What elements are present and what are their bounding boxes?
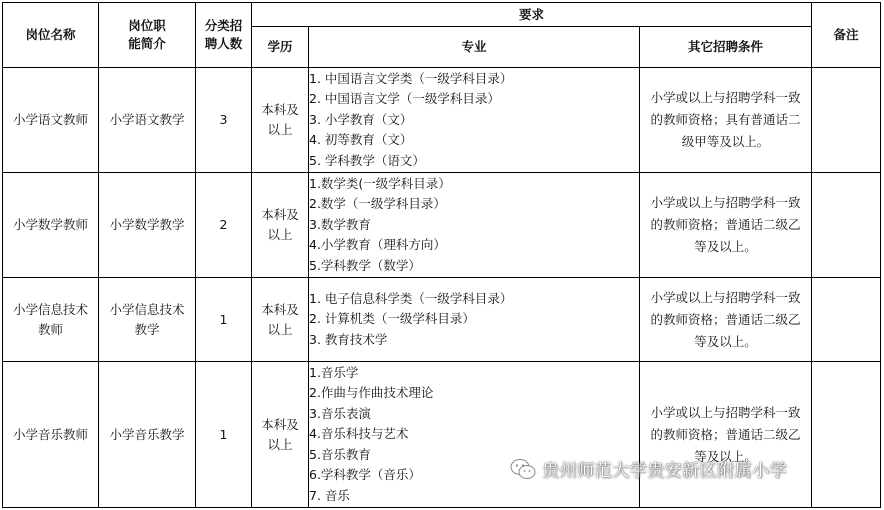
position-cell: 小学音乐教师 [3, 362, 99, 508]
position-line2: 教师 [37, 321, 63, 337]
duty-cell: 小学音乐教学 [99, 362, 196, 508]
education-line1: 本科及 [261, 301, 299, 317]
education-cell [252, 173, 309, 278]
major-item: 7. 音乐 [309, 487, 350, 503]
table-row [3, 68, 881, 173]
recruitment-table [2, 2, 881, 508]
major-item: 2.作曲与作曲技术理论 [309, 385, 434, 401]
major-item: 6.学科教学（音乐） [309, 467, 421, 483]
other-line: 的教师资格；普通话二级乙 [650, 426, 801, 442]
major-item: 3. 小学教育（文） [309, 111, 413, 127]
position-cell: 小学语文教师 [3, 68, 99, 173]
duty-cell [99, 278, 196, 362]
position-line1: 小学信息技术 [12, 301, 88, 317]
header-requirements: 要求 [252, 3, 812, 27]
major-item: 1. 电子信息科学类（一级学科目录） [309, 290, 513, 306]
header-position-name: 岗位名称 [3, 3, 99, 68]
major-item: 5.学科教学（数学） [309, 257, 421, 273]
duty-cell: 小学语文教学 [99, 68, 196, 173]
table-row [3, 362, 881, 508]
header-education: 学历 [252, 27, 309, 68]
header-remarks: 备注 [812, 3, 881, 68]
count-cell: 1 [196, 278, 252, 362]
education-cell [252, 362, 309, 508]
education-line2: 以上 [267, 436, 293, 452]
major-cell [309, 173, 640, 278]
header-count-line1: 分类招 [204, 18, 243, 33]
remarks-cell [812, 278, 881, 362]
wechat-watermark [510, 456, 787, 481]
education-cell [252, 278, 309, 362]
other-line: 级甲等及以上。 [681, 134, 770, 149]
major-item: 1. 中国语言文学类（一级学科目录） [309, 70, 513, 86]
other-line: 小学或以上与招聘学科一致 [650, 404, 801, 420]
other-line: 小学或以上与招聘学科一致 [650, 195, 801, 210]
major-cell [309, 68, 640, 173]
major-item: 1.音乐学 [309, 364, 359, 380]
count-cell: 2 [196, 173, 252, 278]
remarks-cell [812, 173, 881, 278]
major-item: 1.数学类(一级学科目录） [309, 175, 451, 191]
header-row-1 [3, 3, 881, 27]
education-line1: 本科及 [261, 416, 299, 432]
other-line: 的教师资格；普通话二级乙 [650, 311, 801, 327]
other-cell [640, 173, 812, 278]
education-line2: 以上 [267, 227, 293, 242]
major-item: 5. 学科教学（语文） [309, 152, 425, 168]
remarks-cell [812, 68, 881, 173]
duty-cell: 小学数学教学 [99, 173, 196, 278]
major-item: 3. 教育技术学 [309, 331, 388, 347]
major-item: 4. 初等教育（文） [309, 132, 413, 148]
other-line: 小学或以上与招聘学科一致 [650, 90, 801, 105]
header-duty-line1: 岗位职 [128, 18, 166, 33]
duty-line1: 小学信息技术 [109, 301, 185, 317]
header-other: 其它招聘条件 [640, 27, 812, 68]
other-cell [640, 278, 812, 362]
header-count-line2: 聘人数 [204, 36, 243, 51]
position-cell: 小学数学教师 [3, 173, 99, 278]
other-line: 的教师资格；具有普通话二 [650, 112, 801, 127]
header-major: 专业 [309, 27, 640, 68]
other-line: 等及以上。 [694, 333, 757, 349]
count-cell: 3 [196, 68, 252, 173]
table-row [3, 278, 881, 362]
other-line: 等及以上。 [694, 239, 757, 254]
education-line1: 本科及 [261, 207, 299, 222]
header-duty-intro [99, 3, 196, 68]
major-item: 2.数学（一级学科目录） [309, 196, 446, 212]
watermark-text: 贵州师范大学贵安新区附属小学 [542, 461, 787, 481]
remarks-cell [812, 362, 881, 508]
major-item: 4.小学教育（理科方向） [309, 237, 446, 253]
count-cell: 1 [196, 362, 252, 508]
major-cell [309, 362, 640, 508]
other-cell [640, 362, 812, 508]
table-row [3, 173, 881, 278]
major-item: 5.音乐教育 [309, 446, 371, 462]
education-cell [252, 68, 309, 173]
position-cell [3, 278, 99, 362]
duty-line2: 教学 [134, 321, 160, 337]
major-item: 2. 计算机类（一级学科目录） [309, 311, 475, 327]
education-line2: 以上 [267, 321, 293, 337]
header-count [196, 3, 252, 68]
other-line: 的教师资格；普通话二级乙 [650, 217, 801, 232]
other-line: 等及以上。 [694, 448, 757, 464]
major-item: 2. 中国语言文学（一级学科目录） [309, 91, 500, 107]
wechat-icon [510, 458, 536, 480]
education-line2: 以上 [267, 122, 293, 137]
major-item: 4.音乐科技与艺术 [309, 426, 409, 442]
header-duty-line2: 能简介 [128, 36, 166, 51]
other-line: 小学或以上与招聘学科一致 [650, 289, 801, 305]
major-item: 3.音乐表演 [309, 405, 371, 421]
other-cell [640, 68, 812, 173]
education-line1: 本科及 [261, 102, 299, 117]
major-item: 3.数学教育 [309, 216, 371, 232]
major-cell [309, 278, 640, 362]
